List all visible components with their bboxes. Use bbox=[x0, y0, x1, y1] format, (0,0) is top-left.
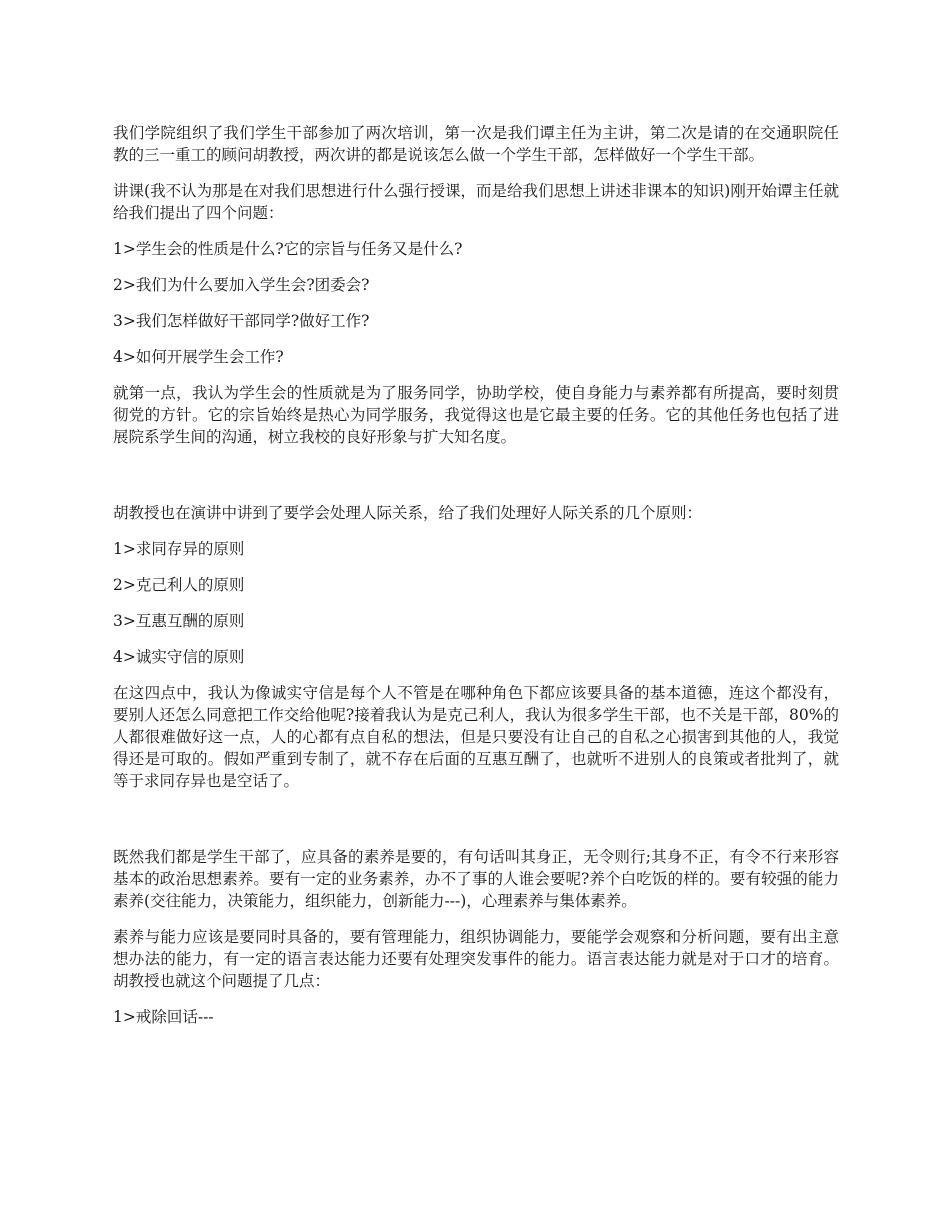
question-4: 4>如何开展学生会工作? bbox=[113, 348, 284, 366]
principle-3: 3>互惠互酬的原则 bbox=[113, 612, 245, 630]
question-3: 3>我们怎样做好干部同学?做好工作? bbox=[113, 312, 370, 330]
paragraph-qualities: 既然我们都是学生干部了，应具备的素养是要的，有句话叫其身正，无令则行;其身不正，有令不行来形容基本的政治思想素养。要有一定的业务素养，办不了事的人谁会要呢?养个白吃饭的样的。要有较强的能力素养(交往能力，决策能力，组织能力，创新能力---)，心理素养与集体素养。 bbox=[113, 848, 839, 910]
section-gap bbox=[113, 806, 839, 846]
question-2: 2>我们为什么要加入学生会?团委会? bbox=[113, 276, 370, 294]
paragraph-lecture: 讲课(我不认为那是在对我们思想进行什么强行授课，而是给我们思想上讲述非课本的知识)刚开始谭主任就给我们提出了四个问题： bbox=[113, 182, 839, 222]
section-gap bbox=[113, 462, 839, 502]
document-body bbox=[113, 122, 839, 1042]
paragraph-abilities: 素养与能力应该是要同时具备的，要有管理能力，组织协调能力，要能学会观察和分析问题，要有出主意想办法的能力，有一定的语言表达能力还要有处理突发事件的能力。语言表达能力就是对于口才的培育。胡教授也就这个问题提了几点： bbox=[113, 928, 839, 990]
question-1: 1>学生会的性质是什么?它的宗旨与任务又是什么? bbox=[113, 240, 463, 258]
paragraph-intro: 我们学院组织了我们学生干部参加了两次培训，第一次是我们谭主任为主讲，第二次是请的在交通职院任教的三一重工的顾问胡教授，两次讲的都是说该怎么做一个学生干部，怎样做好一个学生干部。 bbox=[113, 124, 839, 164]
principle-2: 2>克己利人的原则 bbox=[113, 576, 245, 594]
point-1: 1>戒除回话--- bbox=[113, 1008, 214, 1026]
paragraph-answer-1: 就第一点，我认为学生会的性质就是为了服务同学，协助学校，使自身能力与素养都有所提高，要时刻贯彻党的方针。它的宗旨始终是热心为同学服务，我觉得这也是它最主要的任务。它的其他任务也包括了进展院系学生间的沟通，树立我校的良好形象与扩大知名度。 bbox=[113, 384, 839, 446]
paragraph-principles-discussion: 在这四点中，我认为像诚实守信是每个人不管是在哪种角色下都应该要具备的基本道德，连这个都没有，要别人还怎么同意把工作交给他呢?接着我认为是克己利人，我认为很多学生干部，也不关是干部，80%的人都很难做好这一点，人的心都有点自私的想法，但是只要没有让自己的自私之心损害到其他的人，我觉得还是可取的。假如严重到专制了，就不存在后面的互惠互酬了，也就听不进别人的良策或者批判了，就等于求同存异也是空话了。 bbox=[113, 684, 839, 790]
principle-1: 1>求同存异的原则 bbox=[113, 540, 245, 558]
paragraph-relations: 胡教授也在演讲中讲到了要学会处理人际关系，给了我们处理好人际关系的几个原则： bbox=[113, 504, 703, 522]
principle-4: 4>诚实守信的原则 bbox=[113, 648, 245, 666]
